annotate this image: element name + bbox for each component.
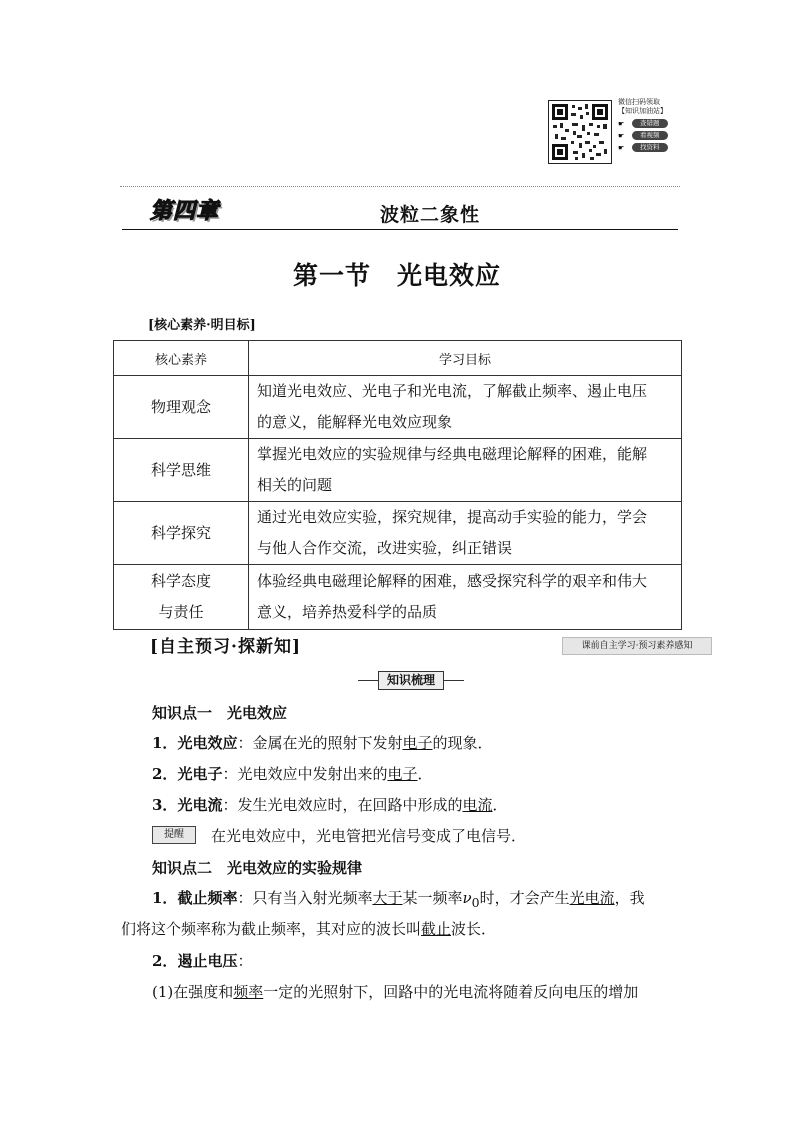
goal-cell [249,439,682,502]
chapter-badge: 第四章 [150,199,220,224]
nu-symbol: ν [462,889,472,907]
kp2-item-1-cont: 们将这个频率称为截止频率，其对应的波长叫截止波长． [121,920,497,938]
badge-line-right [444,680,464,681]
hand-icon: ☛ [618,131,625,140]
answer: 频率 [233,983,264,1001]
kp1-item-3: 3．光电流：发生光电效应时，在回路中形成的电流． [152,796,508,814]
hand-icon: ☛ [618,119,625,128]
key-line: 与责任 [158,603,204,621]
core-literacy-cell: 科学探究 [114,502,249,565]
goal-line: 掌握光电效应的实验规律与经典电磁理论解释的困难，能解 [257,445,648,463]
term: 光电流 [177,796,223,814]
subscript: 0 [471,895,480,910]
qr-caption-sub: 【知识加油站】 [618,107,667,115]
goals-table [113,340,682,630]
kp2-item-2a: (1)在强度和频率一定的光照射下，回路中的光电流将随着反向电压的增加 [152,983,639,1001]
kp2-item-2: 2．遏止电压： [152,952,253,970]
qr-code [548,100,612,164]
preview-heading: [自主预习·探新知] [150,637,302,657]
kp2-item-1: 1．截止频率：只有当入射光频率大于某一频率$\nu_0$时，才会产生光电流，我 [152,889,645,910]
chapter-title: 波粒二象性 [380,204,481,226]
qr-button-video[interactable]: ☛ 看视频 [618,131,678,140]
tip-text: 在光电效应中，光电管把光信号变成了电信号． [211,827,527,845]
kp2-title: 知识点二 光电效应的实验规律 [152,859,363,877]
dotted-divider [120,186,680,187]
core-literacy-cell: 物理观念 [114,376,249,439]
key-line: 科学态度 [150,572,211,590]
kp1-title: 知识点一 光电效应 [152,704,288,722]
column-header: 核心素养 [114,341,249,376]
goals-heading: [核心素养·明目标] [148,318,256,333]
goal-cell [249,376,682,439]
goal-line: 意义，培养热爱科学的品质 [257,603,438,621]
section-title: 第一节 光电效应 [292,261,501,290]
goal-line: 知道光电效应、光电子和光电流，了解截止频率、遏止电压 [257,382,648,400]
answer: 大于 [372,889,403,907]
tip-icon: 提醒 [152,826,196,844]
term: 光电效应 [177,734,238,752]
answer: 光电流 [569,889,615,907]
table-header-row [114,341,682,376]
preview-tag: 课前自主学习·预习素养感知 [562,637,712,655]
answer: 截止 [421,920,452,938]
goal-line: 的意义，能解释光电效应现象 [257,413,453,431]
goal-cell [249,565,682,630]
goal-line: 体验经典电磁理论解释的困难，感受探究科学的艰辛和伟大 [257,572,648,590]
table-row [114,439,682,502]
chapter-rule [122,229,678,230]
hand-icon: ☛ [618,143,625,152]
table-row [114,502,682,565]
badge-label: 知识梳理 [378,671,444,690]
qr-caption: 微信扫码领取 [618,98,660,106]
goal-line: 通过光电效应实验，探究规律，提高动手实验的能力，学会 [257,508,648,526]
kp1-item-1: 1．光电效应：金属在光的照射下发射电子的现象． [152,734,493,752]
table-row [114,376,682,439]
knowledge-sort-badge [358,671,462,689]
term: 光电子 [177,765,223,783]
table-row [114,565,682,630]
qr-button-errors[interactable]: ☛ 查错题 [618,119,678,128]
term: 遏止电压 [177,952,238,970]
kp1-item-2: 2．光电子：光电效应中发射出来的电子． [152,765,433,783]
column-header: 学习目标 [249,341,682,376]
qr-button-materials[interactable]: ☛ 找资料 [618,143,678,152]
badge-line-left [358,680,378,681]
answer: 电流 [462,796,493,814]
core-literacy-cell [114,565,249,630]
term: 截止频率 [177,889,238,907]
goal-cell [249,502,682,565]
core-literacy-cell: 科学思维 [114,439,249,502]
goal-line: 与他人合作交流，改进实验，纠正错误 [257,539,513,557]
goal-line: 相关的问题 [257,476,333,494]
answer: 电子 [402,734,433,752]
qr-side-panel [618,98,678,152]
answer: 电子 [387,765,418,783]
